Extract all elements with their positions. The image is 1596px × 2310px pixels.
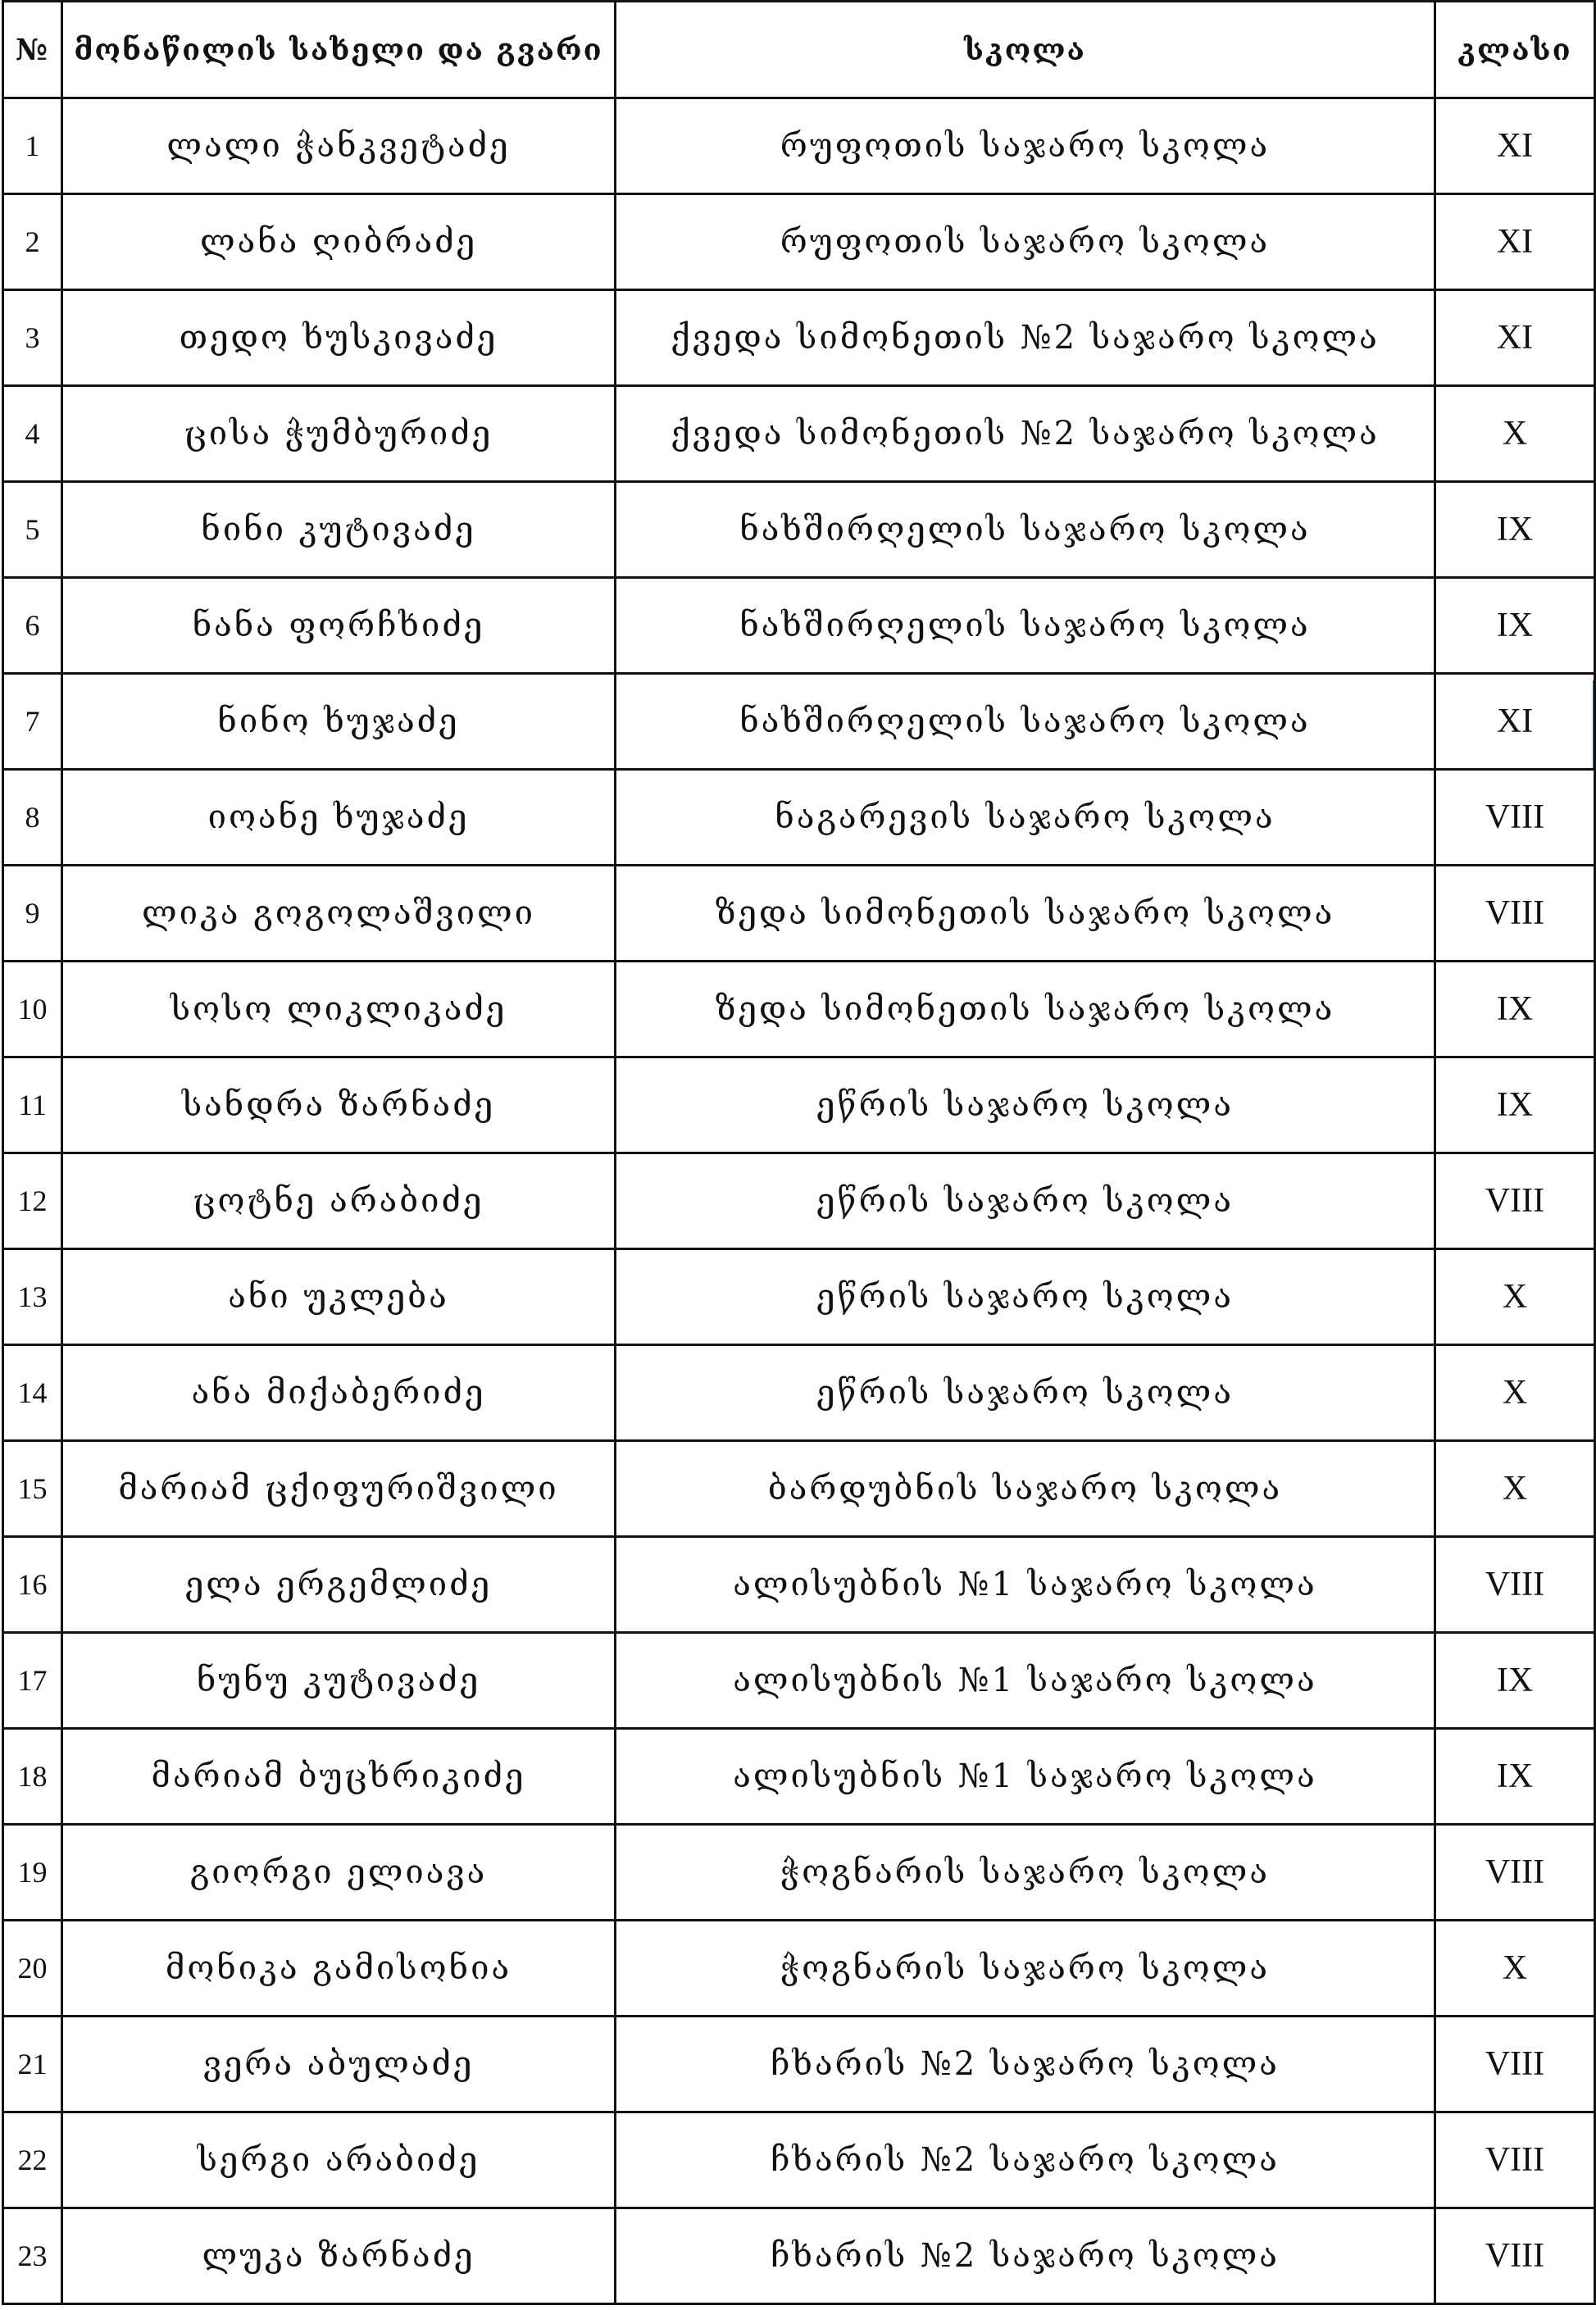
table-header <box>3 2 1595 98</box>
participant-name: სერგი არაბიძე <box>62 2112 616 2208</box>
school-name: ეწრის საჯარო სკოლა <box>616 1057 1435 1153</box>
class-grade: X <box>1435 386 1595 482</box>
participant-name: ნანა ფორჩხიძე <box>62 578 616 674</box>
participant-name: მონიკა გამისონია <box>62 1921 616 2017</box>
row-number: 16 <box>3 1537 62 1633</box>
class-grade: VIII <box>1435 1825 1595 1921</box>
school-name: ჩხარის №2 საჯარო სკოლა <box>616 2112 1435 2208</box>
class-grade: VIII <box>1435 1153 1595 1249</box>
school-name: ჩხარის №2 საჯარო სკოლა <box>616 2208 1435 2304</box>
class-grade: XI <box>1435 674 1595 770</box>
participant-name: მარიამ ბუცხრიკიძე <box>62 1729 616 1825</box>
table-row <box>3 1441 1595 1537</box>
class-grade: IX <box>1435 1057 1595 1153</box>
table-row <box>3 770 1595 866</box>
participant-name: თედო ხუსკივაძე <box>62 290 616 386</box>
class-grade: X <box>1435 1345 1595 1441</box>
row-number: 3 <box>3 290 62 386</box>
row-number: 5 <box>3 482 62 578</box>
row-number: 6 <box>3 578 62 674</box>
table-row <box>3 1537 1595 1633</box>
class-grade: VIII <box>1435 866 1595 962</box>
school-name: ბარდუბნის საჯარო სკოლა <box>616 1441 1435 1537</box>
school-name: ქვედა სიმონეთის №2 საჯარო სკოლა <box>616 290 1435 386</box>
table-row <box>3 578 1595 674</box>
class-grade: XI <box>1435 290 1595 386</box>
school-name: ზედა სიმონეთის საჯარო სკოლა <box>616 962 1435 1057</box>
table-row <box>3 1633 1595 1729</box>
row-number: 22 <box>3 2112 62 2208</box>
participant-name: ლალი ჭანკვეტაძე <box>62 98 616 194</box>
participant-name: ნინო ხუჯაძე <box>62 674 616 770</box>
participant-name: სანდრა ზარნაძე <box>62 1057 616 1153</box>
school-name: ეწრის საჯარო სკოლა <box>616 1345 1435 1441</box>
school-name: ზედა სიმონეთის საჯარო სკოლა <box>616 866 1435 962</box>
row-number: 21 <box>3 2017 62 2112</box>
row-number: 20 <box>3 1921 62 2017</box>
header-class: კლასი <box>1435 2 1595 98</box>
class-grade: XI <box>1435 194 1595 290</box>
class-grade: XI <box>1435 98 1595 194</box>
participant-name: ელა ერგემლიძე <box>62 1537 616 1633</box>
participant-name: ნუნუ კუტივაძე <box>62 1633 616 1729</box>
school-name: რუფოთის საჯარო სკოლა <box>616 98 1435 194</box>
school-name: ალისუბნის №1 საჯარო სკოლა <box>616 1729 1435 1825</box>
table-row <box>3 866 1595 962</box>
school-name: ეწრის საჯარო სკოლა <box>616 1249 1435 1345</box>
row-number: 17 <box>3 1633 62 1729</box>
row-number: 15 <box>3 1441 62 1537</box>
school-name: ჭოგნარის საჯარო სკოლა <box>616 1825 1435 1921</box>
class-grade: IX <box>1435 1633 1595 1729</box>
row-number: 8 <box>3 770 62 866</box>
table-row <box>3 1729 1595 1825</box>
table-row <box>3 98 1595 194</box>
table-row <box>3 2112 1595 2208</box>
school-name: რუფოთის საჯარო სკოლა <box>616 194 1435 290</box>
row-number: 12 <box>3 1153 62 1249</box>
class-grade: VIII <box>1435 2017 1595 2112</box>
table-row <box>3 1249 1595 1345</box>
table-row <box>3 1057 1595 1153</box>
table-row <box>3 1345 1595 1441</box>
school-name: ეწრის საჯარო სკოლა <box>616 1153 1435 1249</box>
participant-name: გიორგი ელიავა <box>62 1825 616 1921</box>
row-number: 2 <box>3 194 62 290</box>
row-number: 11 <box>3 1057 62 1153</box>
school-name: ნაგარევის საჯარო სკოლა <box>616 770 1435 866</box>
class-grade: IX <box>1435 962 1595 1057</box>
row-number: 9 <box>3 866 62 962</box>
row-number: 18 <box>3 1729 62 1825</box>
participant-name: ლიკა გოგოლაშვილი <box>62 866 616 962</box>
class-grade: X <box>1435 1249 1595 1345</box>
row-number: 10 <box>3 962 62 1057</box>
row-number: 14 <box>3 1345 62 1441</box>
school-name: ჩხარის №2 საჯარო სკოლა <box>616 2017 1435 2112</box>
participant-name: მარიამ ცქიფურიშვილი <box>62 1441 616 1537</box>
table-row <box>3 674 1595 770</box>
school-name: ალისუბნის №1 საჯარო სკოლა <box>616 1537 1435 1633</box>
school-name: ნახშირღელის საჯარო სკოლა <box>616 482 1435 578</box>
class-grade: X <box>1435 1441 1595 1537</box>
row-number: 13 <box>3 1249 62 1345</box>
participant-name: ნინი კუტივაძე <box>62 482 616 578</box>
participant-name: ლანა ღიბრაძე <box>62 194 616 290</box>
school-name: ჭოგნარის საჯარო სკოლა <box>616 1921 1435 2017</box>
row-number: 4 <box>3 386 62 482</box>
table-row <box>3 962 1595 1057</box>
class-grade: IX <box>1435 1729 1595 1825</box>
participant-name: ლუკა ზარნაძე <box>62 2208 616 2304</box>
header-participant-name: მონაწილის სახელი და გვარი <box>62 2 616 98</box>
school-name: ქვედა სიმონეთის №2 საჯარო სკოლა <box>616 386 1435 482</box>
school-name: ალისუბნის №1 საჯარო სკოლა <box>616 1633 1435 1729</box>
header-number: № <box>3 2 62 98</box>
row-number: 23 <box>3 2208 62 2304</box>
participant-name: ვერა აბულაძე <box>62 2017 616 2112</box>
row-number: 19 <box>3 1825 62 1921</box>
header-school: სკოლა <box>616 2 1435 98</box>
school-name: ნახშირღელის საჯარო სკოლა <box>616 578 1435 674</box>
class-grade: X <box>1435 1921 1595 2017</box>
row-number: 7 <box>3 674 62 770</box>
participant-name: ანი უკლება <box>62 1249 616 1345</box>
participant-name: ცისა ჭუმბურიძე <box>62 386 616 482</box>
participant-name: იოანე ხუჯაძე <box>62 770 616 866</box>
table-row <box>3 194 1595 290</box>
table-row <box>3 386 1595 482</box>
class-grade: VIII <box>1435 1537 1595 1633</box>
class-grade: IX <box>1435 578 1595 674</box>
table-body <box>3 98 1595 2304</box>
participant-name: სოსო ლიკლიკაძე <box>62 962 616 1057</box>
header-row <box>3 2 1595 98</box>
table-row <box>3 1825 1595 1921</box>
class-grade: VIII <box>1435 2112 1595 2208</box>
participant-name: ცოტნე არაბიძე <box>62 1153 616 1249</box>
table-row <box>3 2208 1595 2304</box>
class-grade: VIII <box>1435 2208 1595 2304</box>
row-number: 1 <box>3 98 62 194</box>
class-grade: VIII <box>1435 770 1595 866</box>
table-row <box>3 1153 1595 1249</box>
participants-table <box>2 0 1596 2305</box>
class-grade: IX <box>1435 482 1595 578</box>
participant-name: ანა მიქაბერიძე <box>62 1345 616 1441</box>
table-row <box>3 482 1595 578</box>
table-row <box>3 1921 1595 2017</box>
table-row <box>3 2017 1595 2112</box>
school-name: ნახშირღელის საჯარო სკოლა <box>616 674 1435 770</box>
table-row <box>3 290 1595 386</box>
